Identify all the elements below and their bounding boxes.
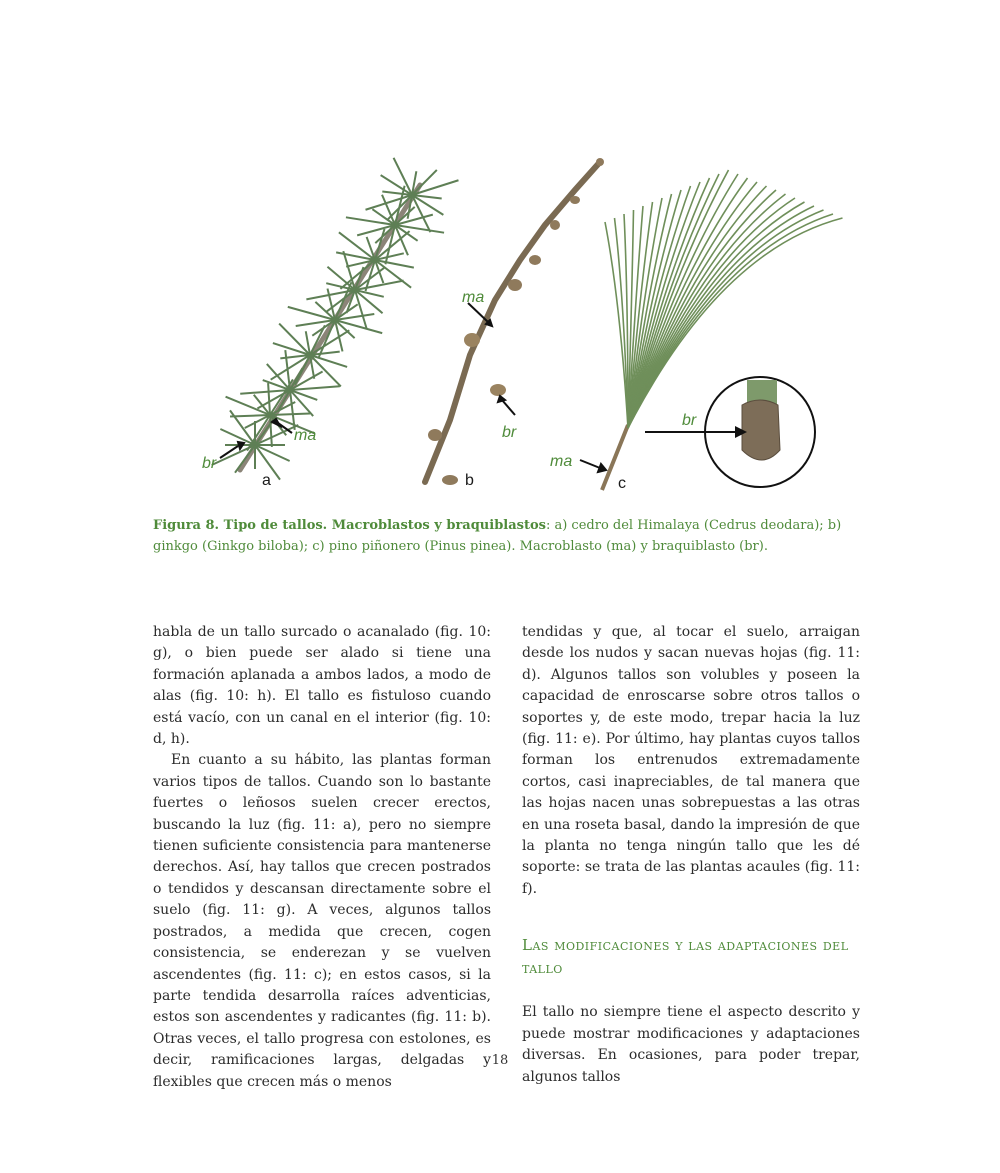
paragraph: El tallo no siempre tiene el aspecto descrito y puede mostrar modificaciones y adaptaciones diversas. En ocasiones, para poder trepar, algunos tallos xyxy=(522,1004,860,1085)
label-b: b xyxy=(465,472,474,489)
page-number: 18 xyxy=(491,1053,509,1068)
paragraph: En cuanto a su hábito, las plantas forman varios tipos de tallos. Cuando son lo bastante fuertes o leñosos suelen crecer erectos, buscando la luz (fig. 11: a), pero no siempre tienen suficiente consistencia para mantenerse derechos. Así, hay tallos que crecen postrados o tendidos y descansan directamente sobre el suelo (fig. 11: g). A veces, algunos tallos postrados, a medida que crecen, cogen consistencia, se enderezan y se vuelven ascendentes (fig. 11: c); en estos casos, si la parte tendida desarrolla raíces adventicias, estos son ascendentes y radicantes (fig. 11: b). Otras veces, el tallo progresa con estolones, es decir, ramificaciones largas, delgadas y flexibles que crecen más o menos xyxy=(153,752,491,1090)
paragraph: habla de un tallo surcado o acanalado (fig. 10: g), o bien puede ser alado si tiene una formación aplanada a ambos lados, a modo de alas (fig. 10: h). El tallo es fistuloso cuando está vacío, con un canal en el interior (fig. 10: d, h). xyxy=(153,624,491,748)
text-column-left xyxy=(153,622,491,1093)
paragraph: tendidas y que, al tocar el suelo, arraigan desde los nudos y sacan nuevas hojas (fig. 11: d). Algunos tallos son volubles y poseen la capacidad de enroscarse sobre otros tallos o soportes y, de este modo, trepar hacia la luz (fig. 11: e). Por último, hay plantas cuyos tallos forman los entrenudos extremadamente cortos, casi inapreciables, de tal manera que las hojas nacen unas sobrepuestas a las otras en una roseta basal, dando la impresión de que la planta no tenga ningún tallo que les dé soporte: se trata de las plantas acaules (fig. 11: f). xyxy=(522,624,860,897)
section-heading: Las modificaciones y las adaptaciones del tallo xyxy=(522,936,849,978)
label-br-c: br xyxy=(682,412,697,429)
caption-title: Figura 8. Tipo de tallos. Macroblastos y braquiblastos xyxy=(153,518,546,533)
label-ma-a: ma xyxy=(294,427,317,444)
label-br-a: br xyxy=(202,455,217,472)
label-c: c xyxy=(618,475,626,492)
label-ma-b: ma xyxy=(462,289,485,306)
label-ma-c: ma xyxy=(550,453,573,470)
label-br-b: br xyxy=(502,424,517,441)
cedar-branch-illustration xyxy=(212,158,459,480)
figure-arrows xyxy=(220,303,606,472)
label-a: a xyxy=(262,472,271,489)
figure-8-image xyxy=(150,150,860,495)
caption-text: : a) cedro del Himalaya (Cedrus deodara); b) ginkgo (Ginkgo biloba); c) pino piñonero (Pinus pinea). Macroblasto (ma) y braquiblasto (br). xyxy=(153,518,842,554)
pine-branch-illustration xyxy=(602,170,843,490)
text-column-right xyxy=(522,622,860,1088)
figure-caption xyxy=(153,515,865,557)
